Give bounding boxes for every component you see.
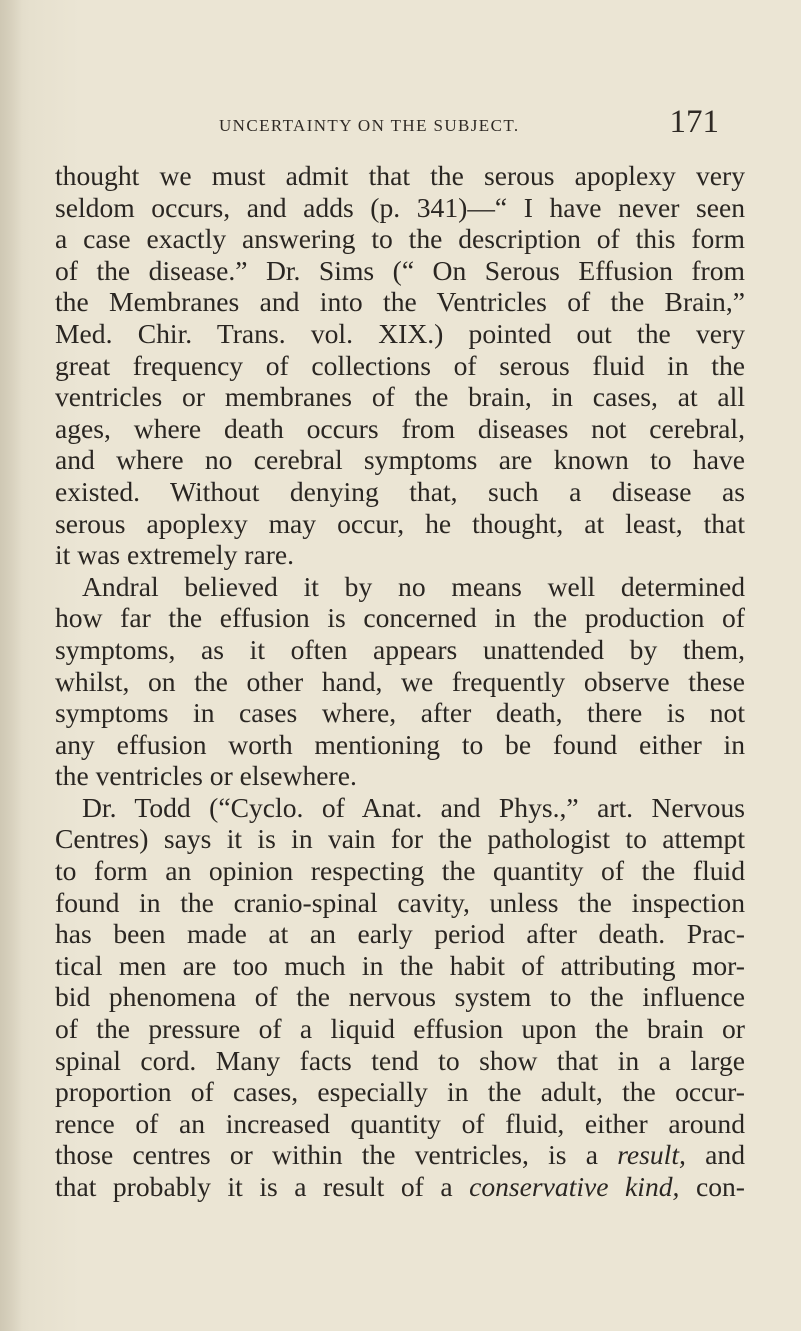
text-line-30: proportion of cases, especially in the adult, the occur- — [55, 1076, 745, 1108]
text-line-16: symptoms, as it often appears unattended by them, — [55, 633, 745, 665]
body-text — [55, 160, 745, 1203]
text-line-29: spinal cord. Many facts tend to show that in a large — [55, 1044, 745, 1076]
text-line-13: it was extremely rare. — [55, 539, 295, 571]
text-line-6: Med. Chir. Trans. vol. XIX.) pointed out the very — [55, 317, 745, 349]
text-line-5: the Membranes and into the Ventricles of the Brain,” — [55, 286, 745, 318]
text-line-19: any effusion worth mentioning to be found either in — [55, 728, 745, 760]
text-line-22: Centres) says it is in vain for the pathologist to attempt — [55, 823, 745, 855]
line-32-italic: result, — [617, 1139, 686, 1171]
line-33-before: that probably it is a result of a — [55, 1171, 470, 1202]
line-32-after: and — [685, 1139, 745, 1171]
text-line-2: seldom occurs, and adds (p. 341)—“ I have never seen — [55, 191, 745, 223]
text-line-18: symptoms in cases where, after death, there is not — [55, 697, 745, 729]
text-line-1: thought we must admit that the serous apoplexy very — [55, 160, 745, 191]
text-line-12: serous apoplexy may occur, he thought, at least, that — [55, 507, 745, 539]
text-line-26: tical men are too much in the habit of attributing mor- — [55, 949, 745, 981]
text-line-24: found in the cranio-spinal cavity, unless the inspection — [55, 886, 745, 918]
text-line-11: existed. Without denying that, such a disease as — [55, 475, 745, 507]
page-header — [219, 104, 719, 140]
text-line-27: bid phenomena of the nervous system to the influence — [55, 981, 745, 1013]
running-head: UNCERTAINTY ON THE SUBJECT. — [219, 116, 520, 135]
text-line-17: whilst, on the other hand, we frequently observe these — [55, 665, 745, 697]
text-line-32 — [55, 1139, 745, 1171]
text-line-4: of the disease.” Dr. Sims (“ On Serous Effusion from — [55, 254, 745, 286]
page-number: 171 — [669, 104, 719, 140]
text-line-15: how far the effusion is concerned in the production of — [55, 602, 745, 634]
line-33-italic: conservative kind, — [469, 1171, 680, 1202]
text-line-28: of the pressure of a liquid effusion upon the brain or — [55, 1013, 745, 1045]
text-line-25: has been made at an early period after death. Prac- — [55, 918, 745, 950]
text-line-31: rence of an increased quantity of fluid, either around — [55, 1107, 745, 1139]
text-line-14: Andral believed it by no means well determined — [82, 570, 745, 602]
text-line-33 — [55, 1171, 745, 1203]
text-line-21: Dr. Todd (“Cyclo. of Anat. and Phys.,” art. Nervous — [82, 791, 745, 823]
text-line-7: great frequency of collections of serous fluid in the — [55, 349, 745, 381]
text-line-20: the ventricles or elsewhere. — [55, 760, 357, 792]
text-line-23: to form an opinion respecting the quantity of the fluid — [55, 855, 745, 887]
gutter-shadow — [0, 0, 22, 1331]
line-32-before: those centres or within the ventricles, is a — [55, 1139, 618, 1171]
text-line-10: and where no cerebral symptoms are known to have — [55, 444, 745, 476]
text-line-9: ages, where death occurs from diseases not cerebral, — [55, 412, 745, 444]
text-line-8: ventricles or membranes of the brain, in cases, at all — [55, 381, 745, 413]
line-33-after: con- — [679, 1171, 745, 1202]
text-line-3: a case exactly answering to the description of this form — [55, 223, 745, 255]
